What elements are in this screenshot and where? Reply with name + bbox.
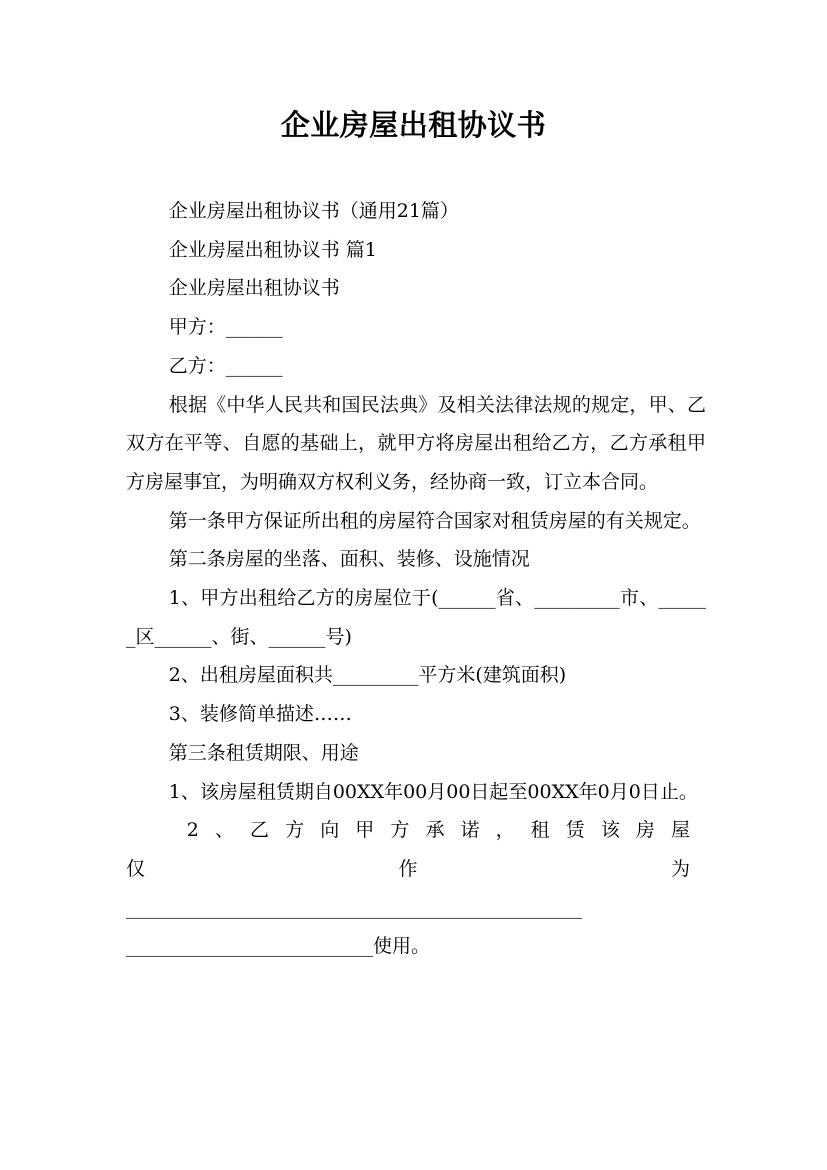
- paragraph: 企业房屋出租协议书（通用21篇）: [168, 200, 459, 222]
- paragraph: 1、该房屋租赁期自00XX年00月00日起至00XX年0月0日止。: [168, 780, 698, 803]
- paragraph: 2、出租房屋面积共_________平方米(建筑面积): [168, 664, 567, 687]
- paragraph: 第二条房屋的坐落、面积、装修、设施情况: [168, 548, 530, 571]
- paragraph: 1、甲方出租给乙方的房屋位于(______省、_________市、______区______、街、______号): [126, 587, 706, 648]
- paragraph: 乙方：______: [168, 354, 283, 377]
- paragraph: 第三条租赁期限、用途: [168, 741, 359, 764]
- paragraph: 第一条甲方保证所出租的房屋符合国家对租赁房屋的有关规定。: [168, 509, 701, 532]
- document-title: 企业房屋出租协议书: [280, 108, 547, 142]
- paragraph: 2、乙方向甲方承诺，租赁该房屋仅作为: [126, 819, 706, 880]
- paragraph: 企业房屋出租协议书: [168, 277, 340, 300]
- paragraph: __________________________使用。: [126, 935, 431, 958]
- paragraph: ________________________________________________: [126, 896, 582, 919]
- paragraph: 企业房屋出租协议书 篇1: [168, 238, 377, 261]
- document-body: [126, 192, 706, 966]
- paragraph: 甲方：______: [168, 316, 283, 339]
- paragraph: 根据《中华人民共和国民法典》及相关法律法规的规定，甲、乙双方在平等、自愿的基础上，就甲方将房屋出租给乙方，乙方承租甲方房屋事宜，为明确双方权利义务，经协商一致，订立本合同。: [126, 393, 706, 493]
- paragraph: 3、装修简单描述……: [168, 703, 352, 726]
